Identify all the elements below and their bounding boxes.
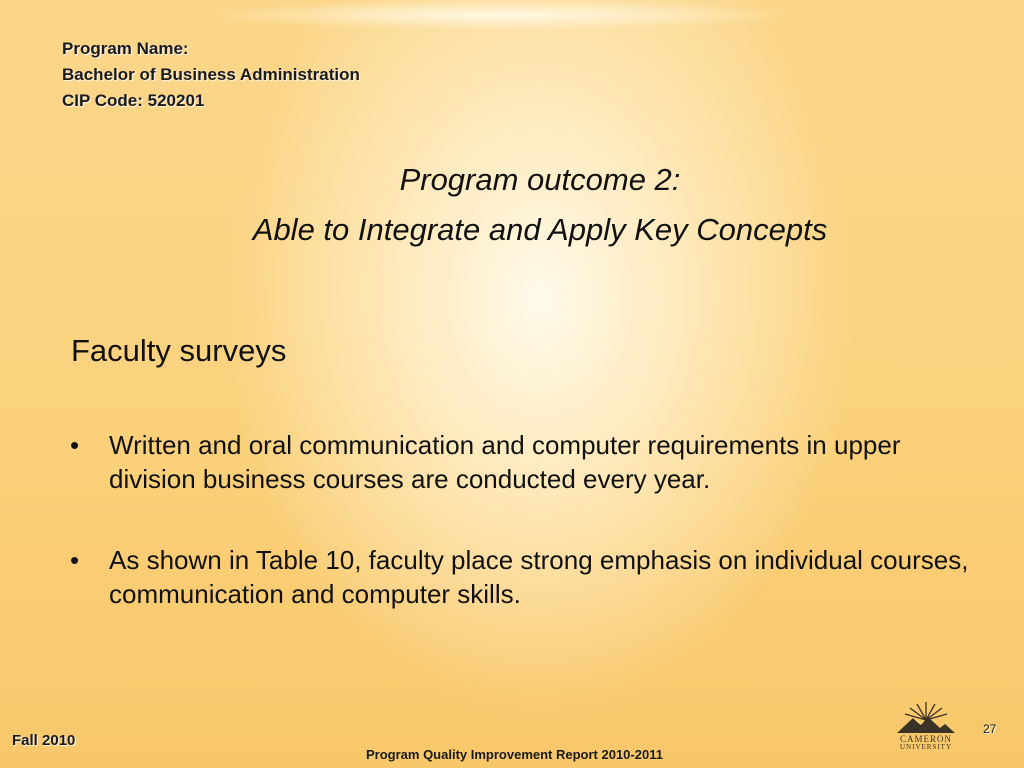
bullet-marker: • bbox=[70, 545, 80, 575]
program-name-label: Program Name: bbox=[62, 39, 189, 58]
footer-term: Fall 2010 bbox=[12, 732, 76, 749]
program-name-value: Bachelor of Business Administration bbox=[62, 65, 360, 84]
bullet-text: Written and oral communication and computer requirements in upper division business courses are conducted every year. bbox=[109, 430, 901, 494]
bullet-list bbox=[70, 428, 990, 658]
footer-report-title: Program Quality Improvement Report 2010-2011 bbox=[366, 747, 663, 762]
cip-code: CIP Code: 520201 bbox=[62, 91, 205, 110]
page-number: 27 bbox=[983, 722, 997, 736]
outcome-description: Able to Integrate and Apply Key Concepts bbox=[252, 212, 828, 247]
program-header bbox=[62, 36, 360, 114]
outcome-number: Program outcome 2: bbox=[399, 162, 681, 197]
section-heading: Faculty surveys bbox=[71, 333, 287, 368]
logo-name-line2: UNIVERSITY bbox=[900, 743, 952, 751]
bullet-text: As shown in Table 10, faculty place strong emphasis on individual courses, communication and computer skills. bbox=[109, 545, 969, 609]
logo-name-line1: CAMERON bbox=[899, 734, 952, 744]
bullet-item bbox=[70, 543, 990, 611]
mountain-sunburst-icon bbox=[893, 700, 959, 736]
university-logo bbox=[893, 700, 959, 752]
top-glow bbox=[200, 0, 800, 30]
bullet-item bbox=[70, 428, 990, 496]
bullet-marker: • bbox=[70, 430, 80, 460]
